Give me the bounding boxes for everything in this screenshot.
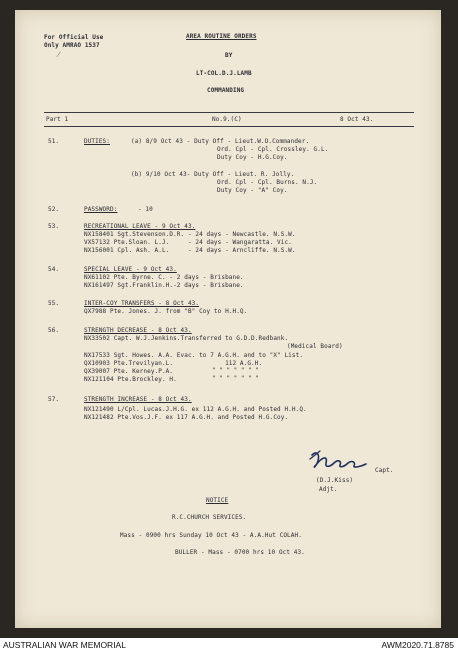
notice-line-3: BULLER - Mass - 0700 hrs 10 Oct 43. [175,549,305,556]
section-52-heading: PASSWORD: [84,206,118,213]
ditto-marks-row-1: " " " " " " " [212,367,259,374]
section-56-line-1: NX33502 Capt. W.J.Jenkins.Transferred to G.D.D.Redbank. [84,335,289,342]
commanding-role: COMMANDING [207,87,245,94]
footer-accession-number: AWM2020.71.8785 [381,640,454,650]
section-57-number: 57. [48,396,60,403]
section-54-line-1: NX61102 Pte. Byrne. C. - 2 days - Brisbane. [84,274,244,281]
footer-institution: AUSTRALIAN WAR MEMORIAL [3,640,126,650]
section-56-number: 56. [48,327,60,334]
section-53-heading: RECREATIONAL LEAVE - 9 Oct 43. [84,223,196,230]
rule-bottom [44,126,414,127]
section-52-text: - 10 [138,206,153,213]
section-51-b3: Duty Coy - "A" Coy. [217,187,288,194]
section-53-number: 53. [48,223,60,230]
section-56-heading: STRENGTH DECREASE - 8 Oct 43. [84,327,192,334]
section-51-b2: Ord. Cpl - Cpl. Burns. N.J. [217,179,318,186]
commanding-officer: LT-COL.D.J.LAMB [196,70,252,77]
section-53-line-1: NX158401 Sgt.Stevenson.D.R. - 24 days - Newcastle. N.S.W. [84,231,296,238]
signature-name: (D.J.Kiss) [316,477,354,484]
section-53-line-2: VX57132 Pte.Sloan. L.J. - 24 days - Wangaratta. Vic. [84,239,292,246]
section-56-line-2: NX17533 Sgt. Howes. A.A. Evac. to 7 A.G.H. and to "X" List. [84,352,304,359]
section-57-line-2: NX121482 Pte.Vos.J.F. ex 117 A.G.H. and Posted H.G.Coy. [84,414,289,421]
section-53-line-3: NX156001 Cpl. Ash. A.L. - 24 days - Arncliffe. N.S.W. [84,247,296,254]
document-title: AREA ROUTINE ORDERS [186,33,257,40]
order-number: No.9.(C) [212,116,242,123]
section-57-heading: STRENGTH INCREASE - 8 Oct 43. [84,396,192,403]
notice-line-2: Mass - 0900 hrs Sunday 10 Oct 43 - A.A.Hut COLAH. [120,532,302,539]
classification-line-2: Only AMRAO 1537 [44,42,100,49]
footer-bar [0,638,458,653]
section-51-heading: DUTIES: [84,138,110,145]
signature-rank: Capt. [375,467,394,474]
section-56-line-1b: (Medical Board) [287,343,343,350]
classification-line-1: For Official Use [44,34,104,41]
section-54-heading: SPECIAL LEAVE - 9 Oct 43. [84,266,177,273]
handwritten-signature [306,447,370,477]
section-52-number: 52. [48,206,60,213]
order-date: 8 Oct 43. [340,116,374,123]
section-54-line-2: NX161497 Sgt.Franklin.H.-2 days - Brisbane. [84,282,244,289]
handwritten-mark: ⁄ [58,50,60,59]
section-56-line-5: NX121104 Pte.Brockley. H. [84,376,177,383]
part-label: Part 1 [46,116,69,123]
rule-top [44,112,414,113]
section-51-number: 51. [48,138,60,145]
section-57-line-1: NX121490 L/Cpl. Lucas.J.H.G. ex 112 A.G.H. and Posted H.H.Q. [84,406,307,413]
section-55-line-1: QX7988 Pte. Jones. J. from "B" Coy to H.H.Q. [84,308,248,315]
title-by: BY [225,52,233,59]
ditto-marks-row-2: " " " " " " " [212,375,259,382]
section-51-a3: Duty Coy - H.G.Coy. [217,154,288,161]
section-56-line-3: QX10903 Pte.Trevilyan.L. 112 A.G.H. [84,360,263,367]
section-51-a1: (a) 8/9 Oct 43 - Duty Off - Lieut.W.O.Commander. [131,138,310,145]
signature-appointment: Adjt. [319,486,338,493]
section-55-heading: INTER-COY TRANSFERS - 8 Oct 43. [84,300,200,307]
section-51-b1: (b) 9/10 Oct 43- Duty Off - Lieut. R. Jolly. [131,171,295,178]
section-51-a2: Ord. Cpl - Cpl. Crossley. G.L. [217,146,329,153]
section-54-number: 54. [48,266,60,273]
notice-line-1: R.C.CHURCH SERVICES. [172,514,247,521]
notice-heading: NOTICE [206,497,229,504]
section-55-number: 55. [48,300,60,307]
section-56-line-4: QX39007 Pte. Kerney.P.A. [84,368,174,375]
